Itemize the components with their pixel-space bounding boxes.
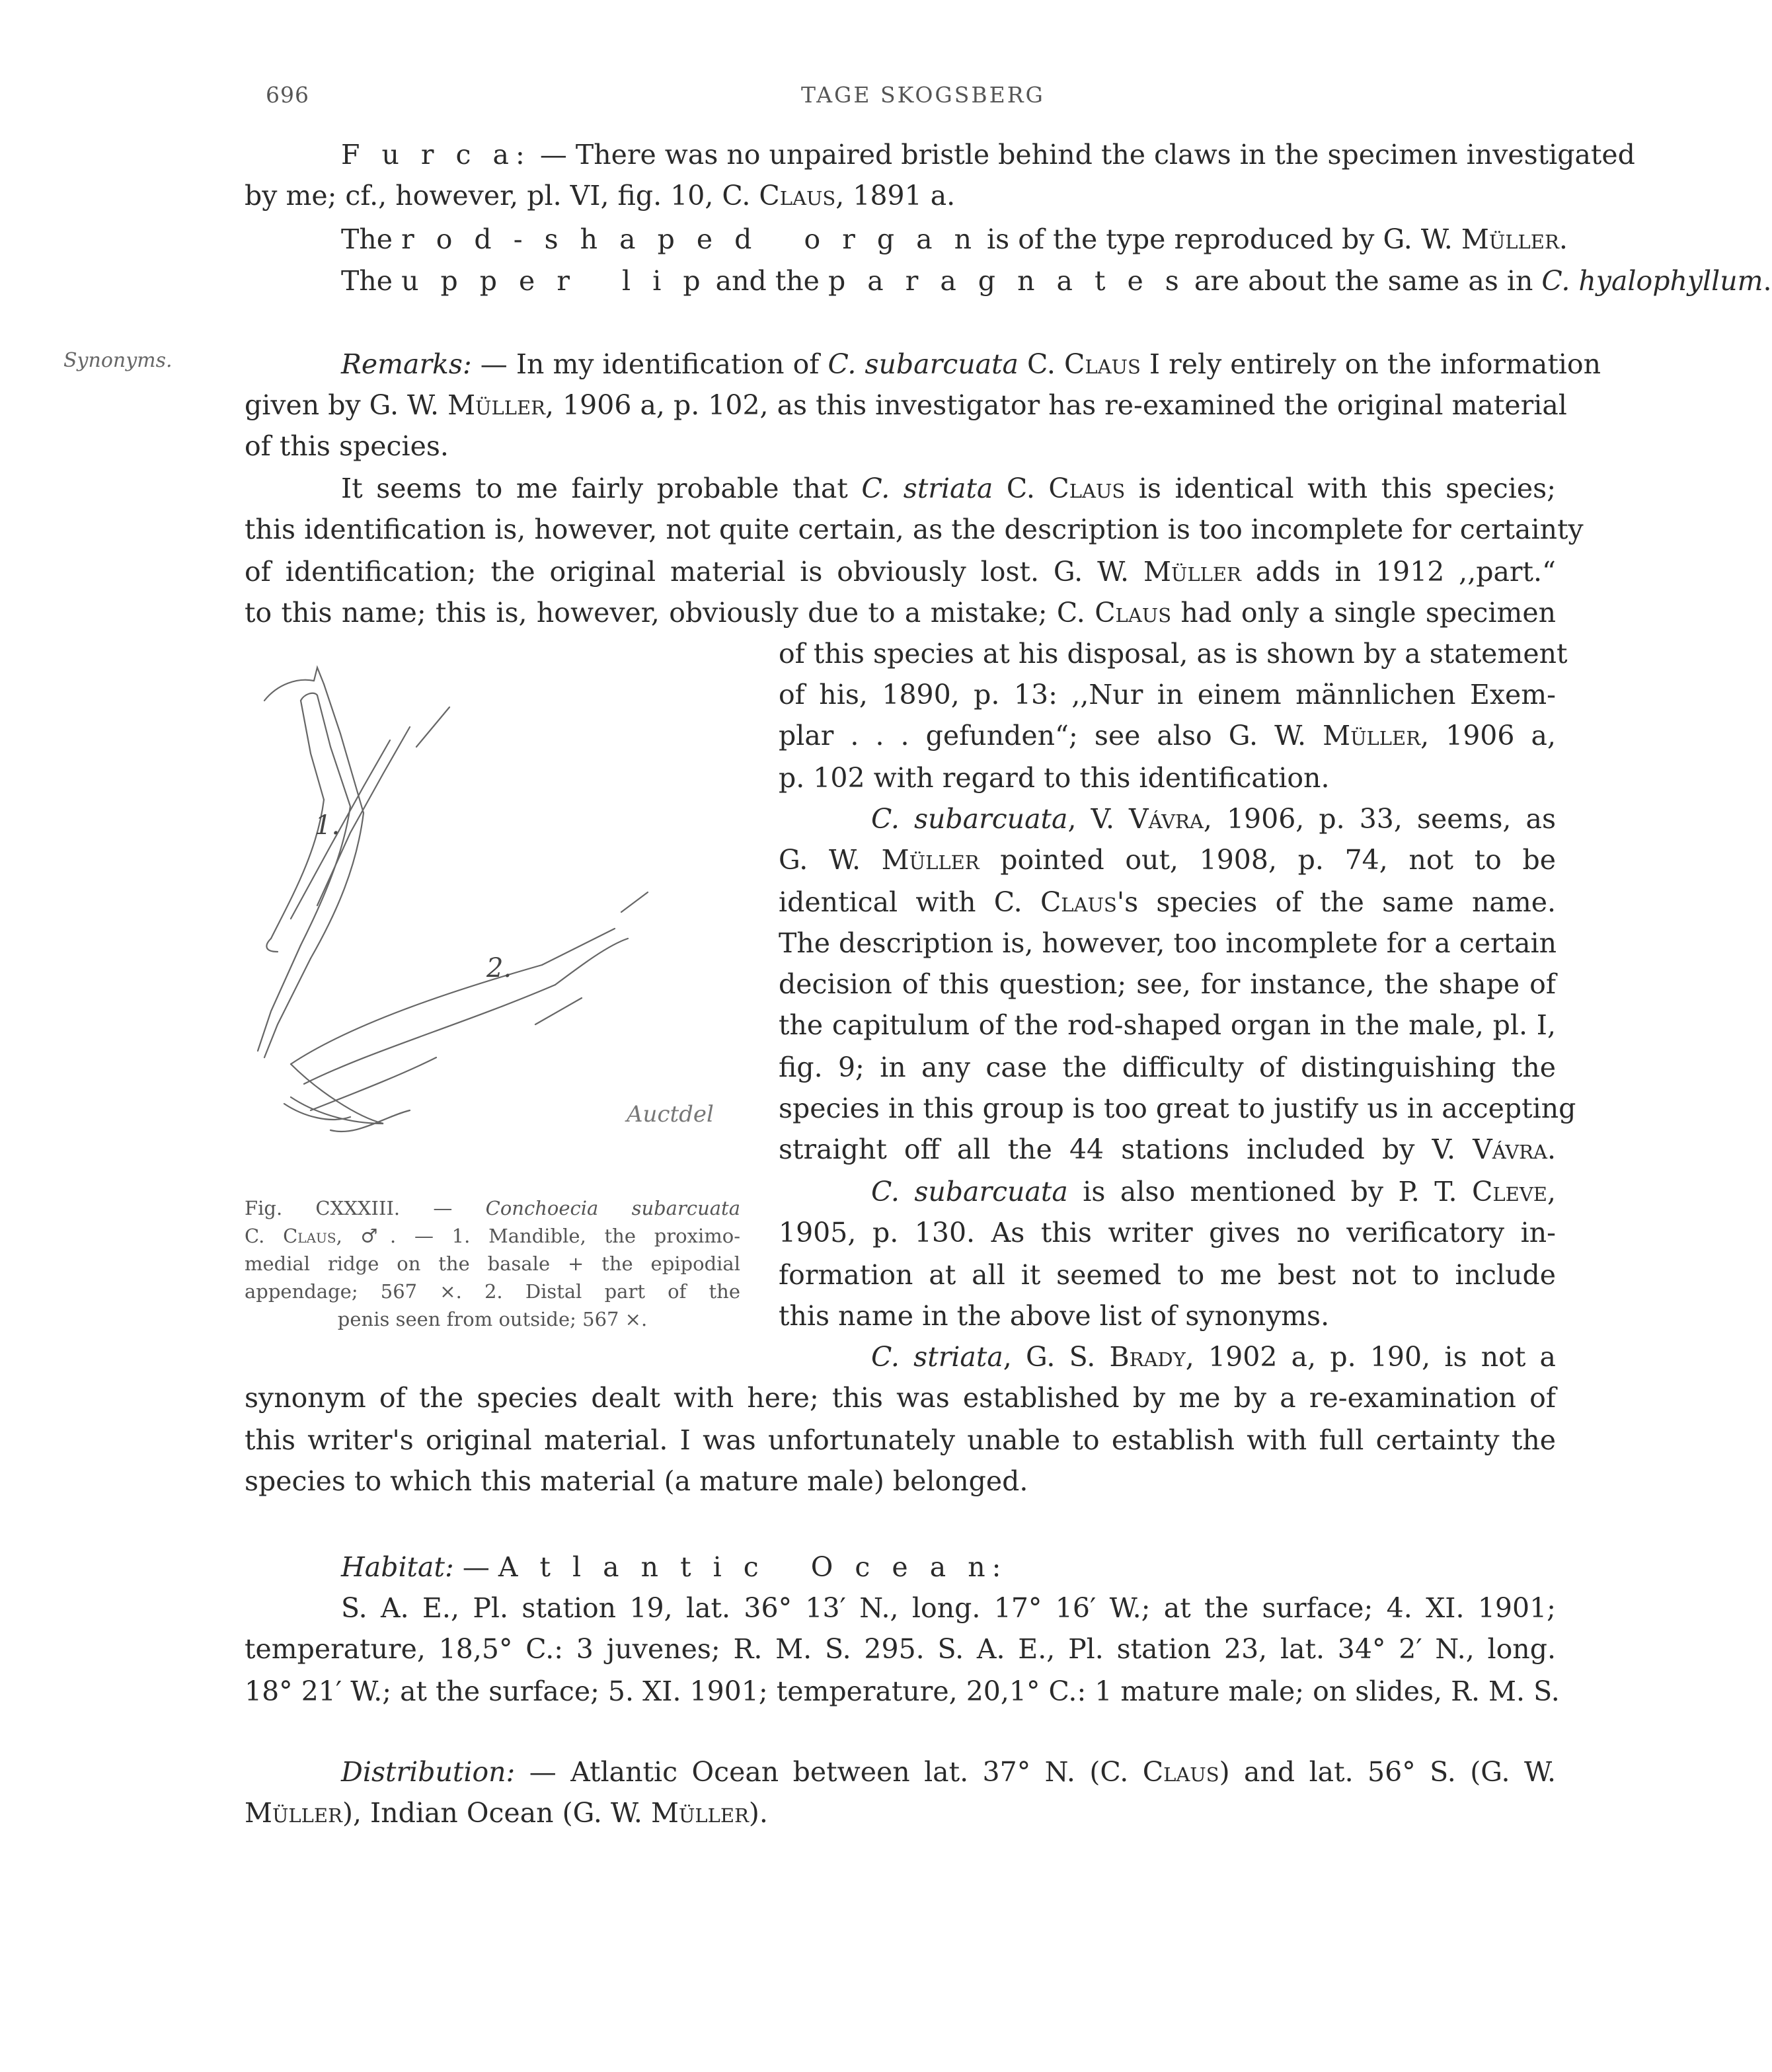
figure-label-1: 1.: [315, 810, 340, 841]
text-line: species in this group is too great to justify us in accepting: [779, 1093, 1576, 1124]
text-line: C. striata, G. S. Brady, 1902 a, p. 190, is not a: [871, 1341, 1556, 1373]
text-line: p. 102 with regard to this identification.: [779, 762, 1330, 794]
artist-signature: Auctdel: [627, 1101, 714, 1128]
figure-caption-line: penis seen from outside; 567 ×.: [337, 1308, 648, 1330]
text-line: The r o d - s h a p e d o r g a n is of the type reproduced by G. W. Müller.: [341, 223, 1568, 255]
figure-label-2: 2.: [486, 953, 512, 983]
text-line: 1905, p. 130. As this writer gives no verificatory in-: [779, 1217, 1556, 1248]
text-line: C. subarcuata is also mentioned by P. T. Cleve,: [871, 1176, 1556, 1208]
figure-caption-line: C. Claus, ♂. — 1. Mandible, the proximo-: [245, 1225, 740, 1247]
text-line: by me; cf., however, pl. VI, fig. 10, C. Claus, 1891 a.: [245, 180, 956, 211]
text-line: the capitulum of the rod-shaped organ in the male, pl. I,: [779, 1009, 1556, 1041]
text-line: of his, 1890, p. 13: ,,Nur in einem männlichen Exem-: [779, 679, 1556, 710]
text-line: straight off all the 44 stations included by V. Vávra.: [779, 1133, 1556, 1165]
text-line: 18° 21′ W.; at the surface; 5. XI. 1901; temperature, 20,1° C.: 1 mature male; on slides, R. M. S.: [245, 1675, 1560, 1707]
text-line: of this species at his disposal, as is shown by a statement: [779, 638, 1568, 670]
text-line: of this species.: [245, 430, 449, 462]
text-line: It seems to me fairly probable that C. striata C. Claus is identical with this species;: [341, 473, 1557, 504]
figure-caption-line: Fig. CXXXIII. — Conchoecia subarcuata: [245, 1197, 740, 1219]
text-line: to this name; this is, however, obviously due to a mistake; C. Claus had only a single specimen: [245, 597, 1557, 629]
figure-caption-line: appendage; 567 ×. 2. Distal part of the: [245, 1280, 740, 1303]
margin-note: Synonyms.: [63, 349, 173, 372]
text-line: given by G. W. Müller, 1906 a, p. 102, as this investigator has re-examined the original material: [245, 389, 1567, 421]
text-line: C. subarcuata, V. Vávra, 1906, p. 33, seems, as: [871, 803, 1556, 835]
running-title: TAGE SKOGSBERG: [801, 82, 1045, 108]
text-line: F u r c a: — There was no unpaired bristle behind the claws in the specimen investigated: [341, 139, 1635, 171]
text-line: this writer's original material. I was unfortunately unable to establish with full certainty the: [245, 1424, 1556, 1456]
text-line: formation at all it seemed to me best not to include: [779, 1259, 1556, 1291]
text-line: Distribution: — Atlantic Ocean between lat. 37° N. (C. Claus) and lat. 56° S. (G. W.: [341, 1756, 1556, 1788]
text-line: this name in the above list of synonyms.: [779, 1300, 1330, 1332]
text-line: G. W. Müller pointed out, 1908, p. 74, not to be: [779, 844, 1556, 876]
text-line: The description is, however, too incomplete for a certain: [779, 927, 1557, 959]
text-line: species to which this material (a mature male) belonged.: [245, 1465, 1028, 1497]
page-number: 696: [266, 82, 309, 108]
text-line: plar . . . gefunden“; see also G. W. Müller, 1906 a,: [779, 720, 1556, 751]
text-line: The u p p e r l i p and the p a r a g n a t e s are about the same as in C. hyalophyllum.: [341, 265, 1772, 297]
text-line: Remarks: — In my identification of C. subarcuata C. Claus I rely entirely on the information: [341, 348, 1601, 380]
text-line: this identification is, however, not quite certain, as the description is too incomplete for certainty: [245, 514, 1584, 545]
text-line: fig. 9; in any case the difficulty of distinguishing the: [779, 1052, 1556, 1083]
text-line: of identification; the original material is obviously lost. G. W. Müller adds in 1912 ,,part.“: [245, 556, 1556, 588]
text-line: synonym of the species dealt with here; this was established by me by a re-examination of: [245, 1382, 1556, 1414]
text-line: temperature, 18,5° C.: 3 juvenes; R. M. S. 295. S. A. E., Pl. station 23, lat. 34° 2′ N., long.: [245, 1633, 1556, 1665]
text-line: decision of this question; see, for instance, the shape of: [779, 968, 1556, 1000]
text-line: Müller), Indian Ocean (G. W. Müller).: [245, 1797, 768, 1829]
text-line: identical with C. Claus's species of the same name.: [779, 886, 1556, 918]
text-line: S. A. E., Pl. station 19, lat. 36° 13′ N., long. 17° 16′ W.; at the surface; 4. XI. 1901;: [341, 1592, 1556, 1624]
figure-caption-line: medial ridge on the basale + the epipodial: [245, 1252, 740, 1275]
habitat-heading: Habitat: — A t l a n t i c O c e a n:: [341, 1551, 1008, 1583]
